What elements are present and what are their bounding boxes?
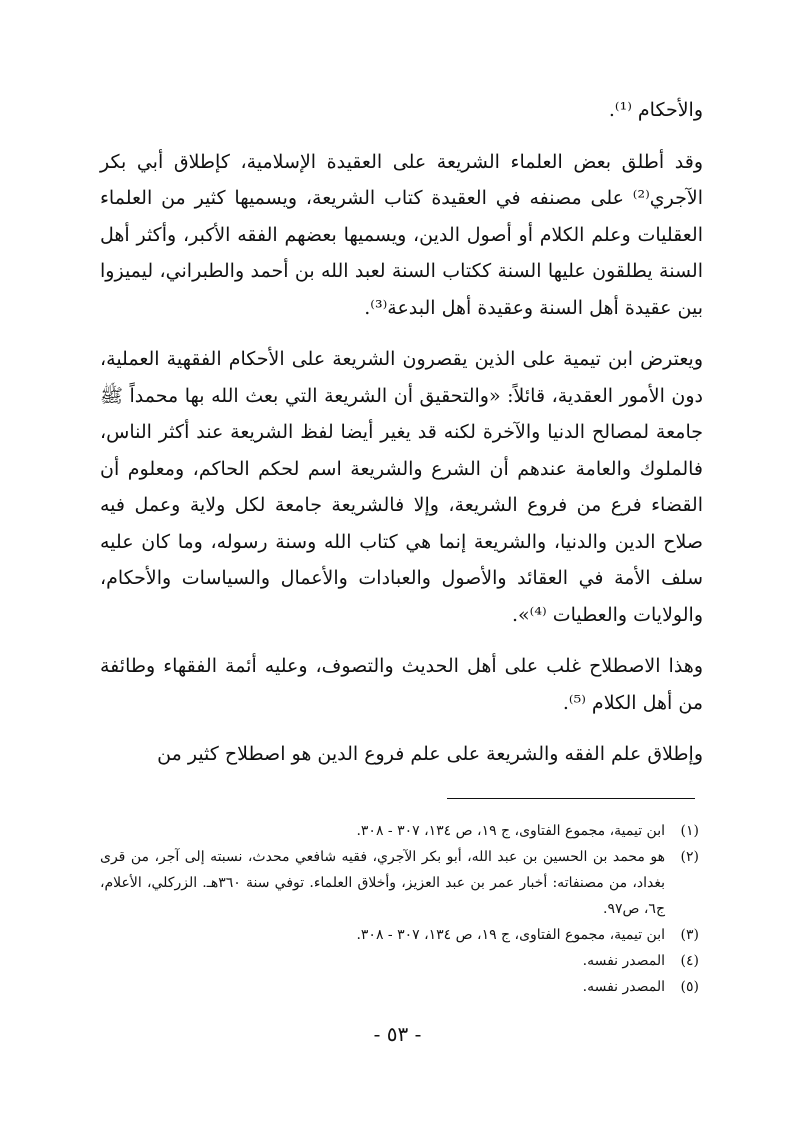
footnote-divider <box>447 798 695 799</box>
footnote-item <box>100 818 699 844</box>
footnote-text: المصدر نفسه. <box>582 979 665 995</box>
footnotes <box>100 818 699 1000</box>
footnote-text: المصدر نفسه. <box>582 953 665 969</box>
footnote-item <box>100 948 699 974</box>
footnote-number: (٣) <box>680 927 699 943</box>
paragraph-1: والأحكام ⁽¹⁾. <box>608 99 703 121</box>
footnote-item <box>100 844 699 922</box>
paragraph-5: وإطلاق علم الفقه والشريعة على علم فروع الدين هو اصطلاح كثير من <box>157 743 703 765</box>
footnote-number: (٤) <box>680 953 699 969</box>
footnote-item <box>100 922 699 948</box>
paragraph-4: وهذا الاصطلاح غلب على أهل الحديث والتصوف، وعليه أئمة الفقهاء وطائفة من أهل الكلام ⁽⁵⁾. <box>100 655 703 714</box>
footnote-text: ابن تيمية، مجموع الفتاوى، ج ١٩، ص ١٣٤، ٣٠٧ - ٣٠٨. <box>356 927 665 943</box>
paragraph-2: وقد أطلق بعض العلماء الشريعة على العقيدة الإسلامية، كإطلاق أبي بكر الآجري⁽²⁾ على مصنفه في العقيدة كتاب الشريعة، ويسميها كثير من العلماء العقليات وعلم الكلام أو أصول الدين، ويسميها بعضهم الفقه الأكبر، وأكثر أهل السنة يطلقون عليها السنة ككتاب السنة لعبد الله بن أحمد والطبراني، ليميزوا بين عقيدة أهل السنة وعقيدة أهل البدعة⁽³⁾. <box>100 150 703 319</box>
footnote-item <box>100 974 699 1000</box>
footnote-number: (٢) <box>680 849 699 865</box>
main-text <box>100 92 703 788</box>
footnote-number: (١) <box>680 823 699 839</box>
paragraph-3: ويعترض ابن تيمية على الذين يقصرون الشريعة على الأحكام الفقهية العملية، دون الأمور العقدية، قائلاً: «والتحقيق أن الشريعة التي بعث الله بها محمداً ﷺ جامعة لمصالح الدنيا والآخرة لكنه قد يغير أيضا لفظ الشريعة عند أكثر الناس، فالملوك والعامة عندهم أن الشرع والشريعة اسم لحكم الحاكم، ومعلوم أن القضاء فرع من فروع الشريعة، وإلا فالشريعة جامعة لكل ولاية وعمل فيه صلاح الدين والدنيا، والشريعة إنما هي كتاب الله وسنة رسوله، وما كان عليه سلف الأمة في العقائد والأصول والعبادات والأعمال والسياسات والأحكام، والولايات والعطيات ⁽⁴⁾». <box>100 348 703 626</box>
footnote-text: هو محمد بن الحسين بن عبد الله، أبو بكر الآجري، فقيه شافعي محدث، نسبته إلى آجر، من قرى بغداد، من مصنفاته: أخبار عمر بن عبد العزيز، وأخلاق العلماء. توفي سنة ٣٦٠هـ. الزركلي، الأعلام، ج٦، ص٩٧. <box>100 849 665 917</box>
footnote-number: (٥) <box>680 979 699 995</box>
footnote-text: ابن تيمية، مجموع الفتاوى، ج ١٩، ص ١٣٤، ٣٠٧ - ٣٠٨. <box>356 823 665 839</box>
page-number: - ٥٣ - <box>373 1022 422 1046</box>
